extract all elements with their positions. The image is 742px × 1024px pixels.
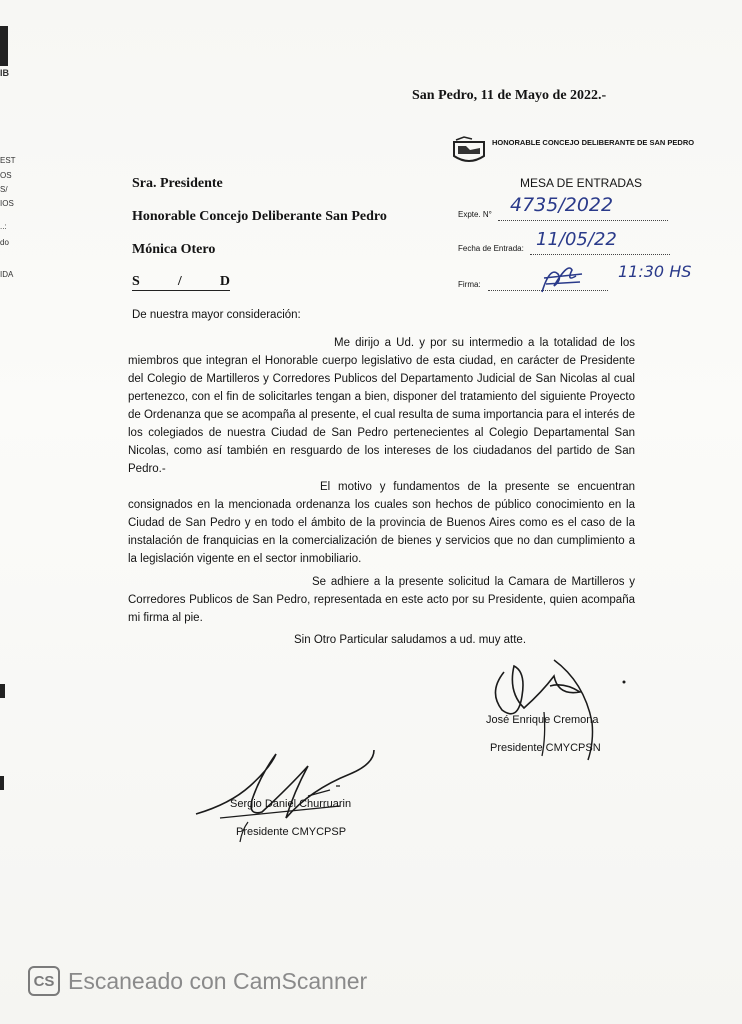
strip-fragment: IDA	[0, 270, 14, 279]
sd-left: S	[132, 274, 140, 289]
closing-line: Sin Otro Particular saludamos a ud. muy atte.	[294, 634, 527, 646]
fecha-handwritten: 11/05/22	[536, 229, 617, 250]
strip-fragment: S/	[0, 185, 8, 194]
letter-date: San Pedro, 11 de Mayo de 2022.-	[412, 88, 607, 103]
strip-fragment: IOS	[0, 199, 14, 208]
recipient-line-1: Sra. Presidente	[132, 176, 223, 191]
paragraph-2-text: El motivo y fundamentos de la presente se encuentran consignados en la mencionada ordenanza los cuales son hechos de público conocimiento en la Ciudad de San Pedro y en todo el ámbito de la provincia de Buenos Aires como es el caso de la instalación de franquicias en la comercialización de bienes y servicios que no dan cumplimiento a la legislación vigente en el sector inmobiliario.	[128, 481, 635, 565]
sd-mid: /	[177, 274, 182, 289]
sd-right: D	[219, 274, 230, 289]
expte-label: Expte. N°	[458, 210, 492, 219]
fecha-line	[530, 254, 670, 255]
strip-dark-bar	[0, 684, 5, 698]
strip-fragment: ..:	[0, 222, 7, 231]
stamp-organization: HONORABLE CONCEJO DELIBERANTE DE SAN PEDRO	[492, 138, 695, 147]
recipient-line-3: Mónica Otero	[132, 242, 216, 257]
council-emblem-icon	[452, 136, 486, 166]
fecha-label: Fecha de Entrada:	[458, 244, 524, 253]
strip-fragment: do	[0, 238, 9, 247]
greeting: De nuestra mayor consideración:	[132, 309, 301, 321]
paragraph-2	[128, 478, 635, 568]
paragraph-1	[128, 334, 635, 478]
time-handwritten: 11:30 HS	[618, 262, 692, 281]
stamp-title: MESA DE ENTRADAS	[520, 176, 643, 190]
camscanner-text: Escaneado con CamScanner	[68, 967, 368, 994]
signer-1-title: Presidente CMYCPSN	[490, 742, 601, 754]
camscanner-watermark	[28, 964, 367, 998]
signer-2-name: Sergio Daniel Churruarin	[230, 798, 352, 810]
signer-2-title: Presidente CMYCPSP	[236, 826, 347, 838]
recipient-line-2: Honorable Concejo Deliberante San Pedro	[132, 209, 387, 224]
paragraph-1-text: Me dirijo a Ud. y por su intermedio a la totalidad de los miembros que integran el Honorable cuerpo legislativo de esta ciudad, en carácter de Presidente del Colegio de Martilleros y Corredores Publicos del Departamento Judicial de San Nicolas al cual pertenezco, con el fin de solicitarles tengan a bien, disponer del tratamiento del siguiente Proyecto de Ordenanza que se acompaña al presente, el cual resulta de suma importancia para el interés de los colegiados de nuestra Ciudad de San Pedro pertenecientes al Colegio Departamental San Nicolas, como así también en resguardo de los intereses de los ciudadanos del partido de San Pedro.-	[128, 337, 635, 475]
paragraph-3-text: Se adhiere a la presente solicitud la Camara de Martilleros y Corredores Publicos de San Pedro, representada en este acto por su Presidente, quien acompaña mi firma al pie.	[128, 576, 635, 624]
paragraph-3	[128, 573, 635, 627]
firma-label: Firma:	[458, 280, 481, 289]
expte-handwritten: 4735/2022	[510, 194, 614, 216]
strip-fragment: IB	[0, 68, 9, 78]
expte-line	[498, 220, 668, 221]
sd-abbreviation	[132, 274, 230, 291]
reception-stamp	[452, 128, 695, 298]
strip-fragment: EST	[0, 156, 16, 165]
strip-fragment: OS	[0, 171, 12, 180]
stamp-signature-icon	[536, 256, 586, 298]
strip-dark-bar	[0, 776, 4, 790]
strip-dark-bar	[0, 26, 8, 66]
signer-1-name: José Enrique Cremona	[486, 714, 599, 726]
adjacent-page-strip	[0, 20, 14, 980]
camscanner-logo-icon: CS	[28, 966, 60, 996]
